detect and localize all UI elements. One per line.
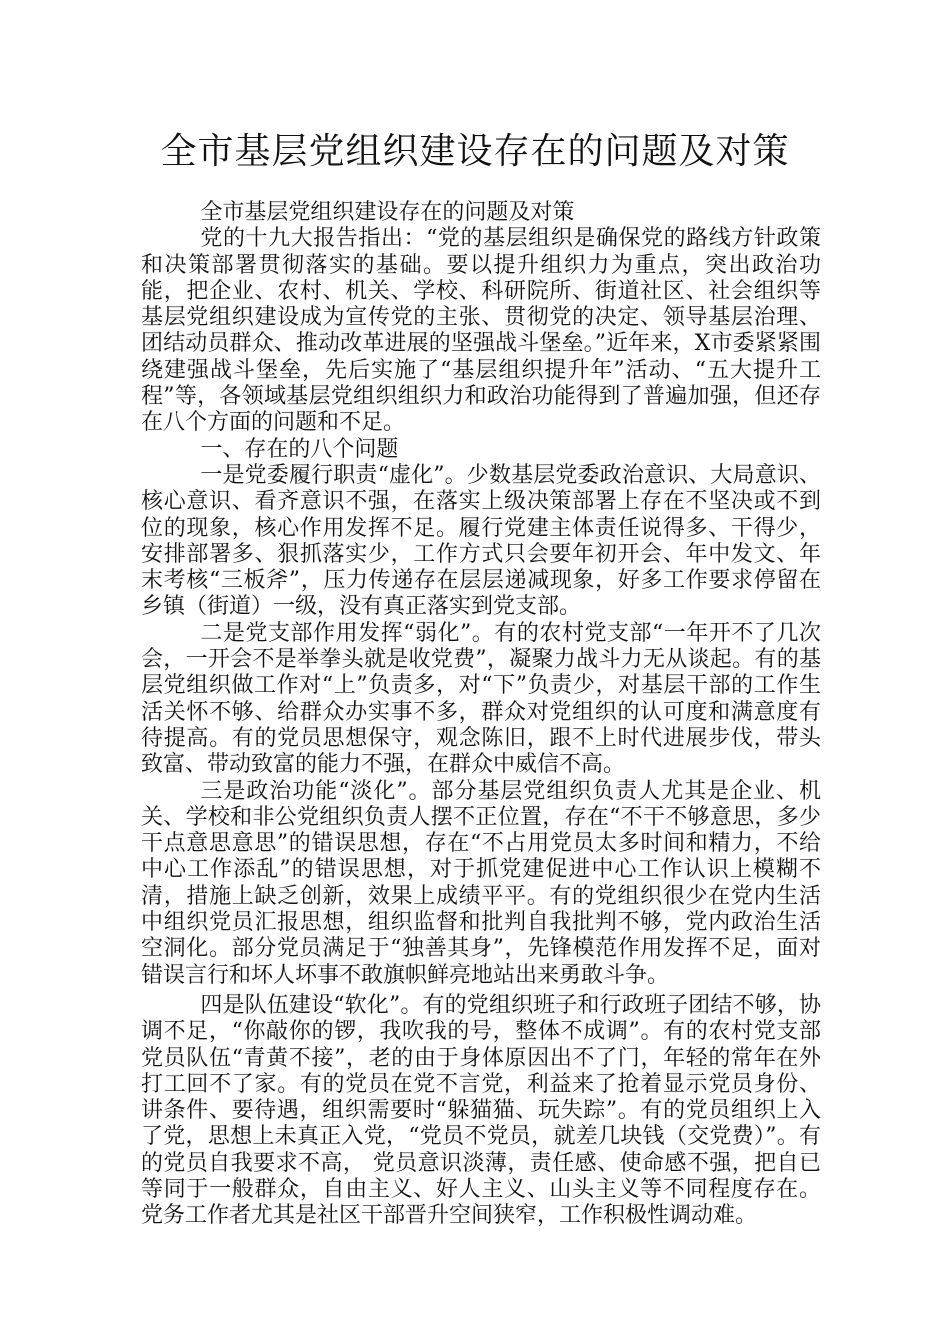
body-subtitle: 全市基层党组织建设存在的问题及对策 bbox=[200, 200, 575, 225]
paragraph-problem-4: 四是队伍建设“软化”。有的党组织班子和行政班子团结不够，协调不足，“你敲你的锣，我吹我的号，整体不成调”。有的农村党支部党员队伍“青黄不接”，老的由于身体原因出不了门，年轻的常年在外打工回不了家。有的党员在党不言党，利益来了抢着显示党员身份、讲条件、要待遇，组织需要时“躲猫猫、玩失踪”。有的党员组织上入了党，思想上未真正入党，“党员不党员，就差几块钱（交党费）”。有的党员自我要求不高， 党员意识淡薄，责任感、使命感不强，把自已等同于一般群众，自由主义、好人主义、山头主义等不同程度存在。党务工作者尤其是社区干部晋升空间狭窄，工作积极性调动难。 bbox=[141, 992, 821, 1229]
paragraph-problem-2: 二是党支部作用发挥“弱化”。有的农村党支部“一年开不了几次会，一开会不是举拳头就是收党费”，凝聚力战斗力无从谈起。有的基层党组织做工作对“上”负责多，对“下”负责少，对基层干部的工作生活关怀不够、给群众办实事不多，群众对党组织的认可度和满意度有待提高。有的党员思想保守，观念陈旧，跟不上时代进展步伐，带头致富、带动致富的能力不强，在群众中威信不高。 bbox=[141, 620, 821, 778]
document-body bbox=[141, 200, 821, 1230]
paragraph-problem-3: 三是政治功能“淡化”。部分基层党组织负责人尤其是企业、机关、学校和非公党组织负责人摆不正位置，存在“不干不够意思，多少干点意思意思”的错误思想，存在“不占用党员太多时间和精力，不给中心工作添乱”的错误思想，对于抓党建促进中心工作认识上模糊不清，措施上缺乏创新，效果上成绩平平。有的党组织很少在党内生活中组织党员汇报思想，组织监督和批判自我批判不够，党内政治生活空洞化。部分党员满足于“独善其身”，先锋模范作用发挥不足，面对错误言行和坏人坏事不敢旗帜鲜亮地站出来勇敢斗争。 bbox=[141, 778, 821, 988]
intro-paragraph: 党的十九大报告指出：“党的基层组织是确保党的路线方针政策和决策部署贯彻落实的基础。要以提升组织力为重点，突出政治功能，把企业、农村、机关、学校、科研院所、街道社区、社会组织等基层党组织建设成为宣传党的主张、贯彻党的决定、领导基层治理、团结动员群众、推动改革进展的坚强战斗堡垒。”近年来，X市委紧紧围绕建强战斗堡垒，先后实施了“基层组织提升年”活动、“五大提升工程”等，各领域基层党组织组织力和政治功能得到了普遍加强，但还存在八个方面的问题和不足。 bbox=[141, 226, 821, 436]
document-title: 全市基层党组织建设存在的问题及对策 bbox=[160, 131, 790, 172]
paragraph-problem-1: 一是党委履行职责“虚化”。少数基层党委政治意识、大局意识、核心意识、看齐意识不强，在落实上级决策部署上存在不坚决或不到位的现象，核心作用发挥不足。履行党建主体责任说得多、干得少，安排部署多、狠抓落实少，工作方式只会要年初开会、年中发文、年末考核“三板斧”，压力传递存在层层递减现象，好多工作要求停留在乡镇（街道）一级，没有真正落实到党支部。 bbox=[141, 462, 821, 620]
section-heading: 一、存在的八个问题 bbox=[200, 436, 399, 462]
